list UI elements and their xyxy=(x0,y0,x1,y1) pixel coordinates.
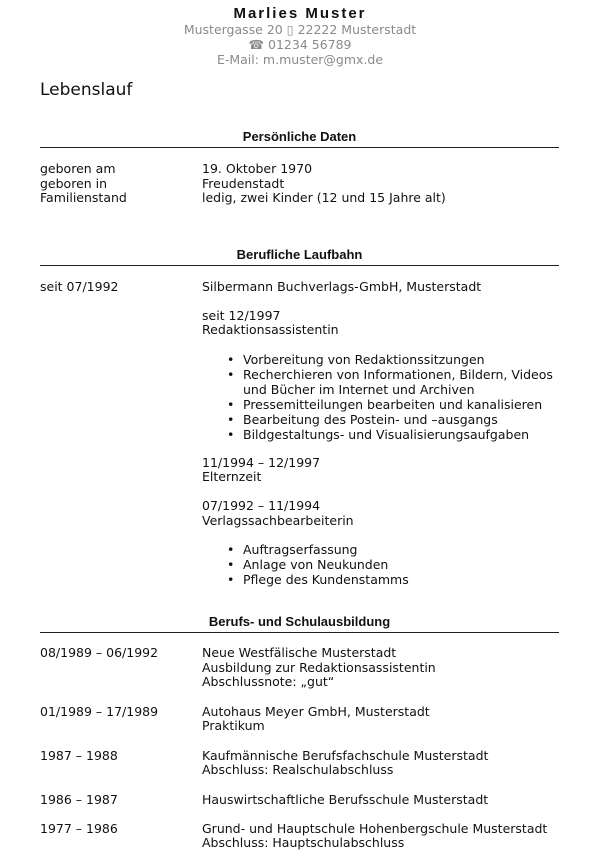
section-education-title: Berufs- und Schulausbildung xyxy=(208,614,391,629)
list-item: • Bearbeitung des Postein- und –ausgangs xyxy=(202,412,573,427)
list-item: • Pflege des Kundenstamms xyxy=(202,572,573,587)
role-period: seit 12/1997 xyxy=(202,308,281,323)
list-item: • Auftragserfassung xyxy=(202,542,573,557)
career-since-label: seit 07/1992 xyxy=(40,279,119,294)
education-line: Abschluss: Realschulabschluss xyxy=(202,762,394,777)
education-line: Kaufmännische Berufsfachschule Musterstadt xyxy=(202,748,489,763)
education-period: 1987 – 1988 xyxy=(40,748,118,763)
education-period: 1986 – 1987 xyxy=(40,792,118,807)
personal-value: Freudenstadt xyxy=(202,176,285,191)
personal-label: geboren in xyxy=(40,176,108,191)
section-personal-title: Persönliche Daten xyxy=(242,129,357,144)
role-period: 07/1992 – 11/1994 xyxy=(202,498,321,513)
education-line: Hauswirtschaftliche Berufsschule Musterstadt xyxy=(202,792,489,807)
education-line: Neue Westfälische Musterstadt xyxy=(202,645,397,660)
role3-task-list xyxy=(202,542,573,587)
education-line: Abschlussnote: „gut“ xyxy=(202,674,335,689)
list-item: • Anlage von Neukunden xyxy=(202,557,573,572)
education-line: Grund- und Hauptschule Hohenbergschule Musterstadt xyxy=(202,821,548,836)
role-title: Redaktionsassistentin xyxy=(202,322,339,337)
personal-value: 19. Oktober 1970 xyxy=(202,161,313,176)
education-line: Praktikum xyxy=(202,718,265,733)
personal-label: geboren am xyxy=(40,161,116,176)
personal-label: Familienstand xyxy=(40,190,127,205)
education-period: 08/1989 – 06/1992 xyxy=(40,645,159,660)
education-period: 1977 – 1986 xyxy=(40,821,118,836)
education-period: 01/1989 – 17/1989 xyxy=(40,704,159,719)
role-title: Elternzeit xyxy=(202,469,262,484)
personal-value: ledig, zwei Kinder (12 und 15 Jahre alt) xyxy=(202,190,446,205)
list-item: • Vorbereitung von Redaktionssitzungen xyxy=(202,352,573,367)
address-line: Mustergasse 20 ▯ 22222 Musterstadt xyxy=(183,22,417,37)
applicant-name: Marlies Muster xyxy=(233,5,367,22)
list-item: • Bildgestaltungs- und Visualisierungsaufgaben xyxy=(202,427,573,442)
phone-line: ☎ 01234 56789 xyxy=(248,37,352,52)
email-line: E-Mail: m.muster@gmx.de xyxy=(216,52,384,67)
education-line: Abschluss: Hauptschulabschluss xyxy=(202,835,405,850)
career-employer: Silbermann Buchverlags-GmbH, Musterstadt xyxy=(202,279,482,294)
section-personal-heading xyxy=(40,129,559,148)
role-title: Verlagssachbearbeiterin xyxy=(202,513,354,528)
education-line: Ausbildung zur Redaktionsassistentin xyxy=(202,660,436,675)
education-line: Autohaus Meyer GmbH, Musterstadt xyxy=(202,704,430,719)
role1-task-list xyxy=(202,352,573,442)
document-title: Lebenslauf xyxy=(40,80,133,100)
list-item: • Recherchieren von Informationen, Bildern, Videos und Bücher im Internet und Archiven xyxy=(202,367,573,397)
list-item: • Pressemitteilungen bearbeiten und kanalisieren xyxy=(202,397,573,412)
section-career-title: Berufliche Laufbahn xyxy=(236,247,363,262)
section-career-heading xyxy=(40,247,559,266)
section-education-heading xyxy=(40,614,559,633)
role-period: 11/1994 – 12/1997 xyxy=(202,455,321,470)
